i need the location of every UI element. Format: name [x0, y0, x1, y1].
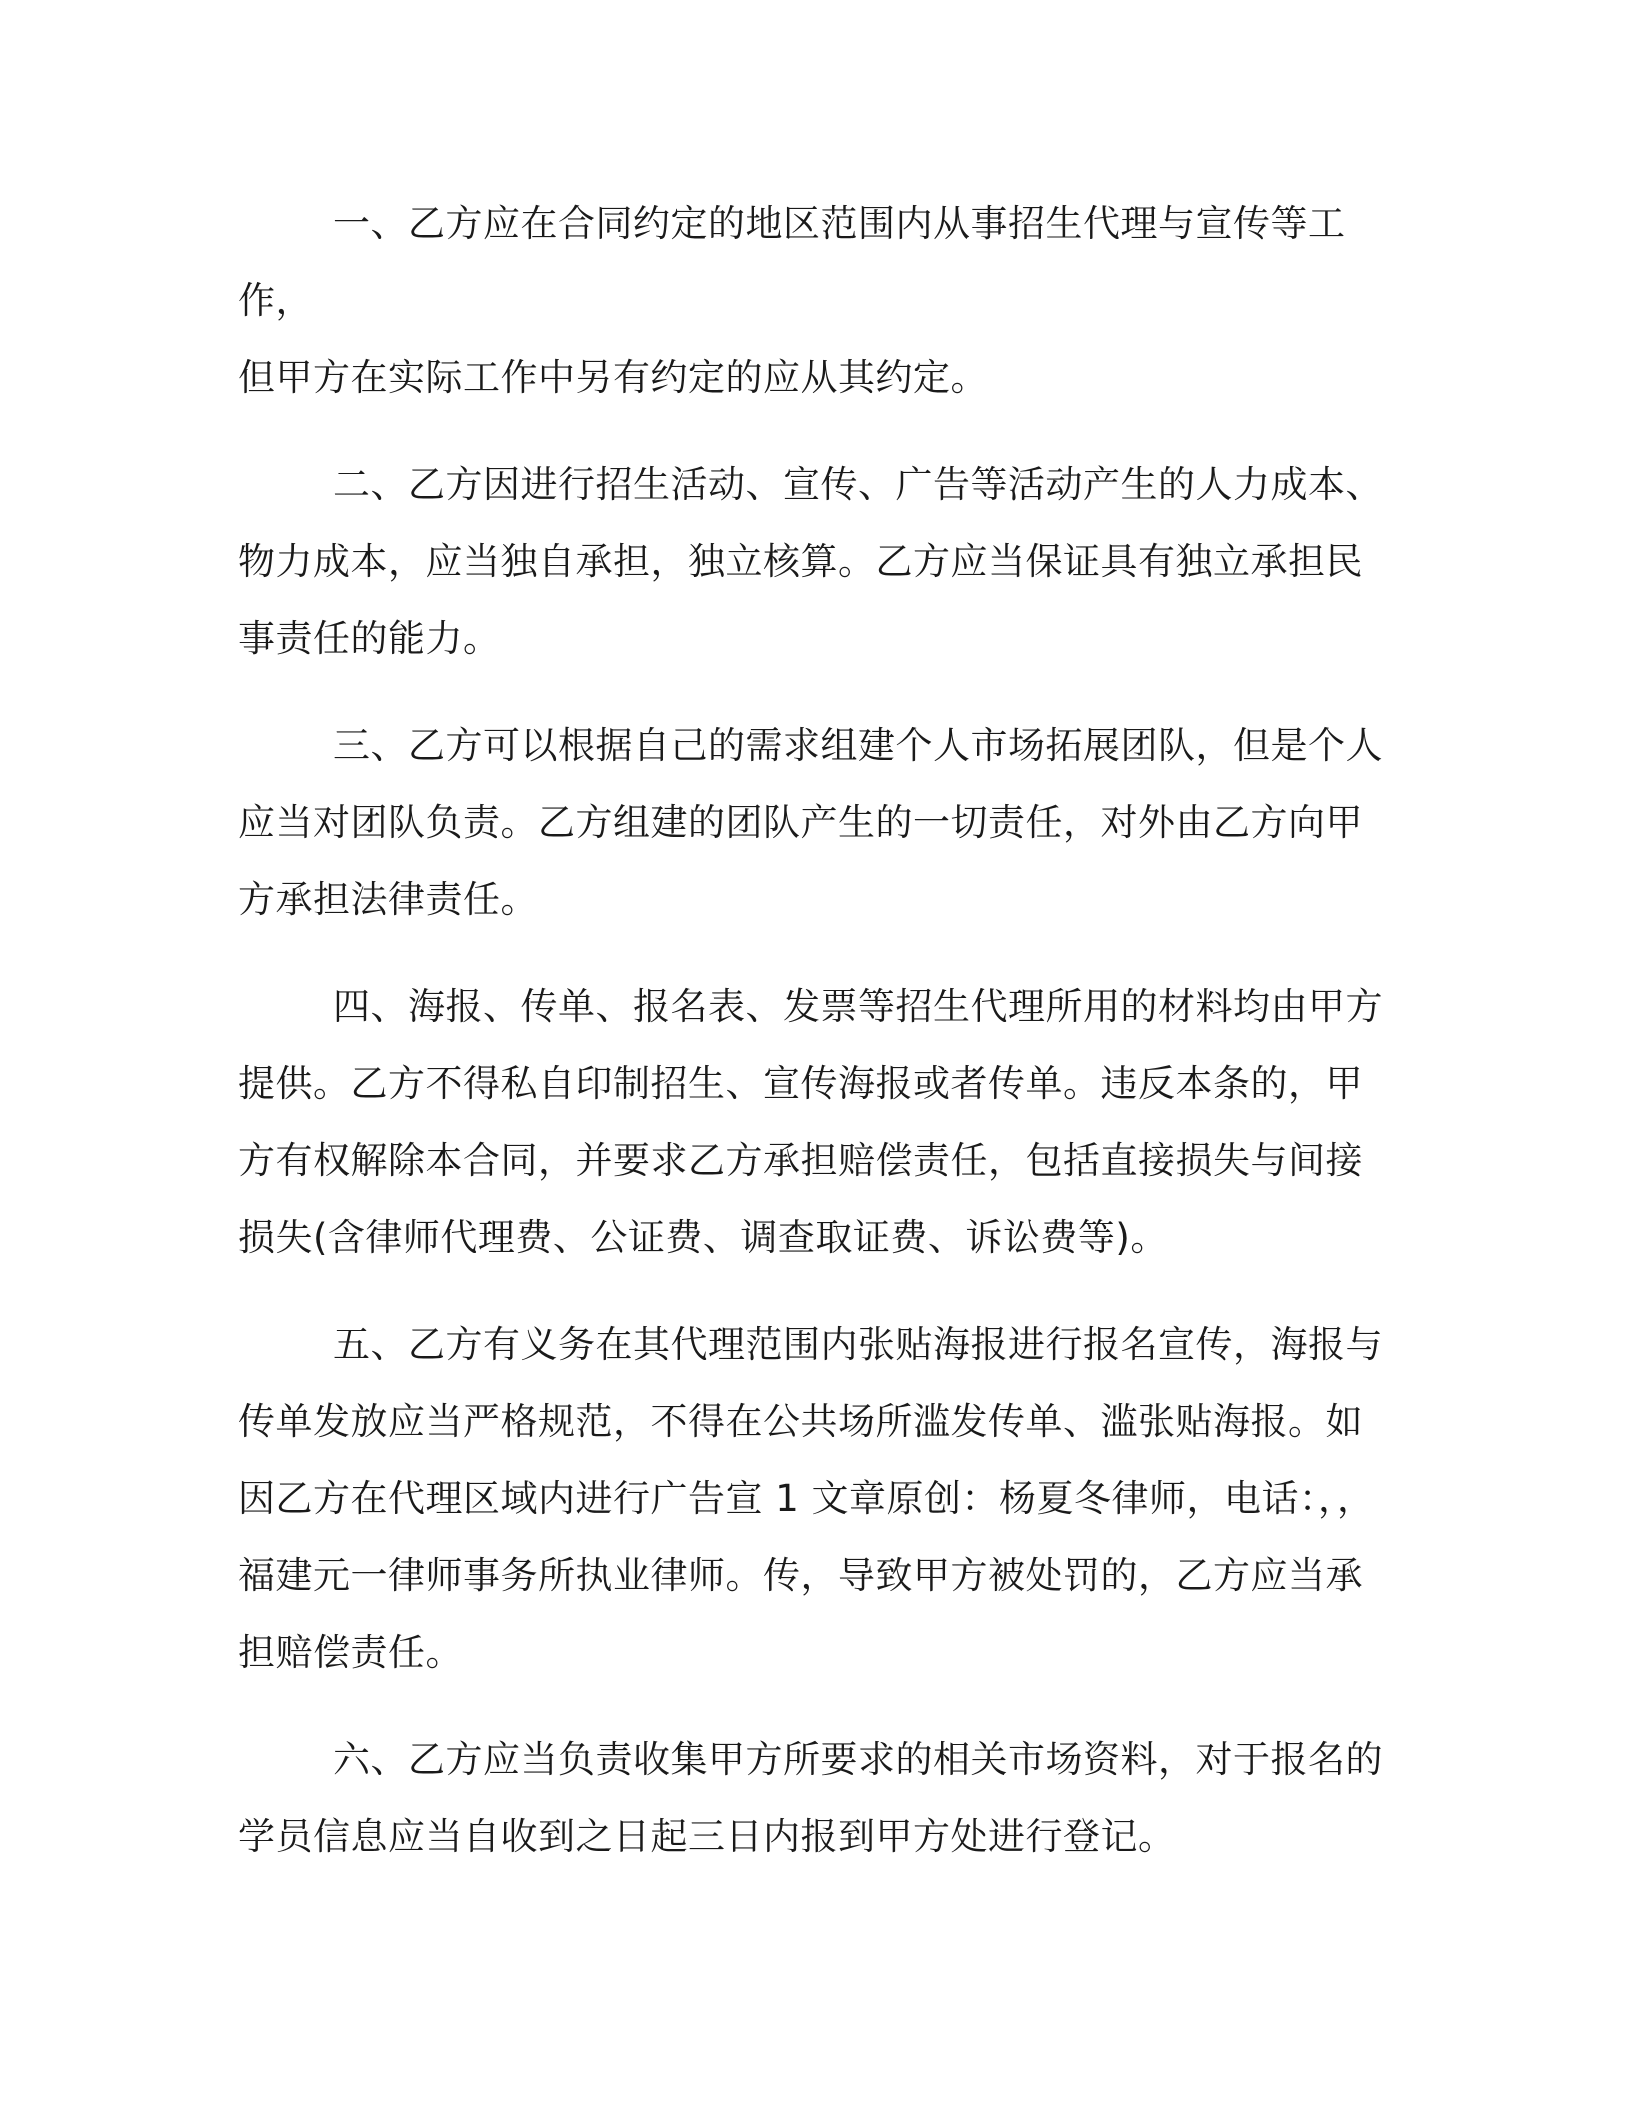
clause-line: 传单发放应当严格规范，不得在公共场所滥发传单、滥张贴海报。如 [238, 1400, 1363, 1443]
document-body [238, 185, 1393, 1905]
clause-line: 因乙方在代理区域内进行广告宣 1 文章原创：杨夏冬律师，电话：，， [238, 1477, 1375, 1520]
clause-line: 四、海报、传单、报名表、发票等招生代理所用的材料均由甲方 [333, 985, 1383, 1028]
clause-line: 应当对团队负责。乙方组建的团队产生的一切责任，对外由乙方向甲 [238, 801, 1363, 844]
clause-6 [238, 1721, 1393, 1875]
clause-line: 损失(含律师代理费、公证费、调查取证费、诉讼费等)。 [238, 1216, 1168, 1259]
clause-3 [238, 707, 1393, 938]
clause-line: 六、乙方应当负责收集甲方所要求的相关市场资料，对于报名的 [333, 1738, 1383, 1781]
clause-line: 福建元一律师事务所执业律师。传，导致甲方被处罚的，乙方应当承 [238, 1554, 1363, 1597]
clause-line: 学员信息应当自收到之日起三日内报到甲方处进行登记。 [238, 1815, 1176, 1858]
clause-line: 物力成本，应当独自承担，独立核算。乙方应当保证具有独立承担民 [238, 540, 1363, 583]
clause-line: 事责任的能力。 [238, 617, 501, 660]
clause-5 [238, 1306, 1393, 1691]
clause-line: 二、乙方因进行招生活动、宣传、广告等活动产生的人力成本、 [333, 463, 1383, 506]
clause-line: 但甲方在实际工作中另有约定的应从其约定。 [238, 356, 988, 399]
clause-4 [238, 968, 1393, 1276]
clause-2 [238, 446, 1393, 677]
clause-line: 方有权解除本合同，并要求乙方承担赔偿责任，包括直接损失与间接 [238, 1139, 1363, 1182]
clause-line: 提供。乙方不得私自印制招生、宣传海报或者传单。违反本条的，甲 [238, 1062, 1363, 1105]
clause-line: 三、乙方可以根据自己的需求组建个人市场拓展团队，但是个人 [333, 724, 1383, 767]
clause-line: 一、乙方应在合同约定的地区范围内从事招生代理与宣传等工作， [238, 202, 1346, 322]
clause-line: 五、乙方有义务在其代理范围内张贴海报进行报名宣传，海报与 [333, 1323, 1383, 1366]
clause-line: 担赔偿责任。 [238, 1631, 463, 1674]
clause-line: 方承担法律责任。 [238, 878, 538, 921]
clause-1 [238, 185, 1393, 416]
